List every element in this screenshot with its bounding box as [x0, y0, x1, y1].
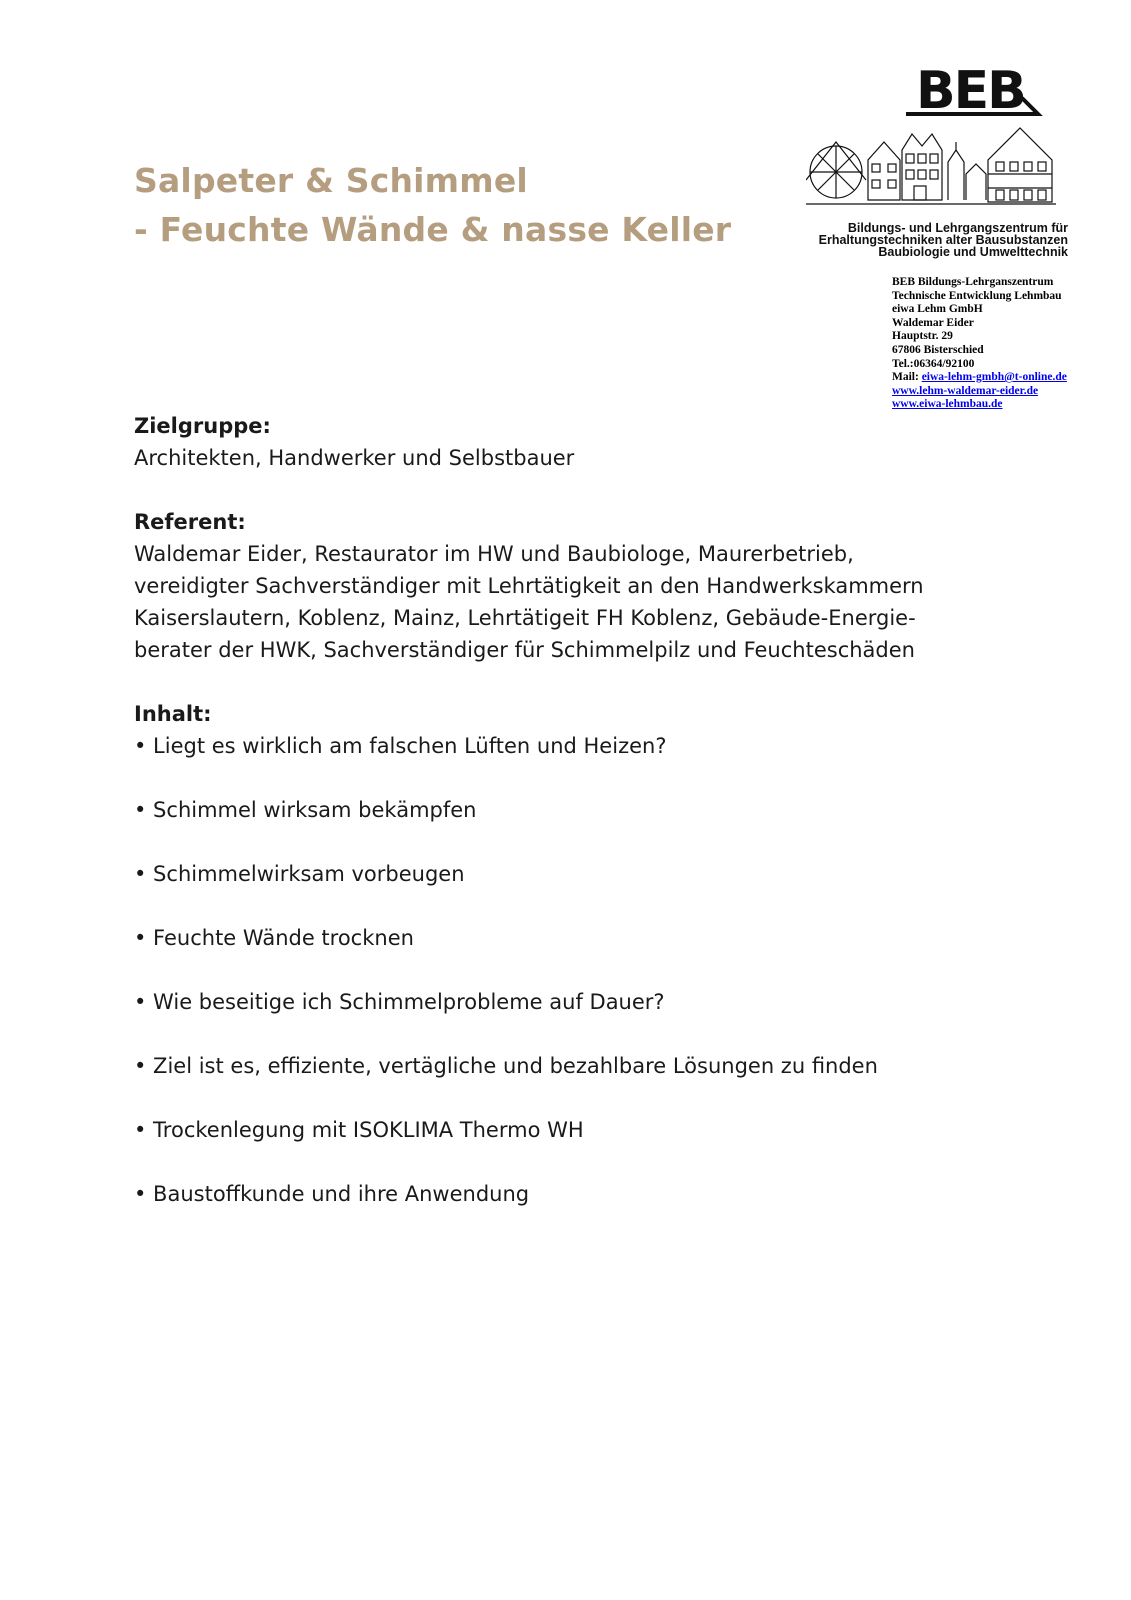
title-line-2: - Feuchte Wände & nasse Keller [134, 210, 732, 249]
title-line-1: Salpeter & Schimmel [134, 161, 528, 200]
inhalt-list-item: • Schimmelwirksam vorbeugen [134, 862, 465, 886]
zielgruppe-heading: Zielgruppe: [134, 414, 271, 438]
inhalt-heading: Inhalt: [134, 702, 212, 726]
contact-line: BEB Bildungs-Lehrganszentrum [892, 276, 1054, 288]
contact-line: eiwa Lehm GmbH [892, 303, 983, 316]
website-link-2[interactable]: www.eiwa-lehmbau.de [892, 398, 1003, 411]
inhalt-list-item: • Wie beseitige ich Schimmelprobleme auf Dauer? [134, 990, 665, 1014]
logo-tagline-2: Erhaltungstechniken alter Bausubstanzen [818, 233, 1068, 247]
email-link[interactable]: eiwa-lehm-gmbh@t-online.de [921, 371, 1067, 384]
inhalt-list-item: • Ziel ist es, effiziente, vertägliche und bezahlbare Lösungen zu finden [134, 1054, 878, 1078]
contact-line: Technische Entwicklung Lehmbau [892, 289, 1062, 302]
contact-block [892, 276, 1067, 412]
document-body [134, 410, 1034, 1242]
referent-line: berater der HWK, Sachverständiger für Schimmelpilz und Feuchteschäden [134, 638, 915, 662]
beb-logo-wordmark: BEB [916, 62, 1025, 121]
contact-mail-row [892, 371, 1067, 385]
inhalt-list-item: • Feuchte Wände trocknen [134, 926, 414, 950]
referent-heading: Referent: [134, 510, 246, 534]
document-title [134, 156, 731, 254]
referent-line: vereidigter Sachverständiger mit Lehrtätigkeit an den Handwerkskammern [134, 574, 924, 598]
referent-line: Waldemar Eider, Restaurator im HW und Baubiologe, Maurerbetrieb, [134, 542, 854, 566]
referent-line: Kaiserslautern, Koblenz, Mainz, Lehrtätigeit FH Koblenz, Gebäude-Energie- [134, 606, 916, 630]
inhalt-list-item: • Baustoffkunde und ihre Anwendung [134, 1182, 530, 1206]
beb-logo [806, 62, 1068, 267]
mail-label: Mail: [892, 371, 922, 384]
contact-line: Waldemar Eider [892, 316, 974, 329]
contact-line: Tel.:06364/92100 [892, 357, 975, 370]
inhalt-list-item: • Trockenlegung mit ISOKLIMA Thermo WH [134, 1118, 584, 1142]
website-link-1[interactable]: www.lehm-waldemar-eider.de [892, 384, 1039, 397]
zielgruppe-text: Architekten, Handwerker und Selbstbauer [134, 446, 575, 470]
inhalt-list-item: • Schimmel wirksam bekämpfen [134, 798, 477, 822]
logo-tagline-3: Baubiologie und Umwelttechnik [878, 245, 1068, 259]
inhalt-list-item: • Liegt es wirklich am falschen Lüften und Heizen? [134, 734, 667, 758]
contact-line: 67806 Bisterschied [892, 343, 984, 356]
contact-line: Hauptstr. 29 [892, 330, 953, 343]
logo-tagline-1: Bildungs- und Lehrgangszentrum für [847, 221, 1068, 235]
